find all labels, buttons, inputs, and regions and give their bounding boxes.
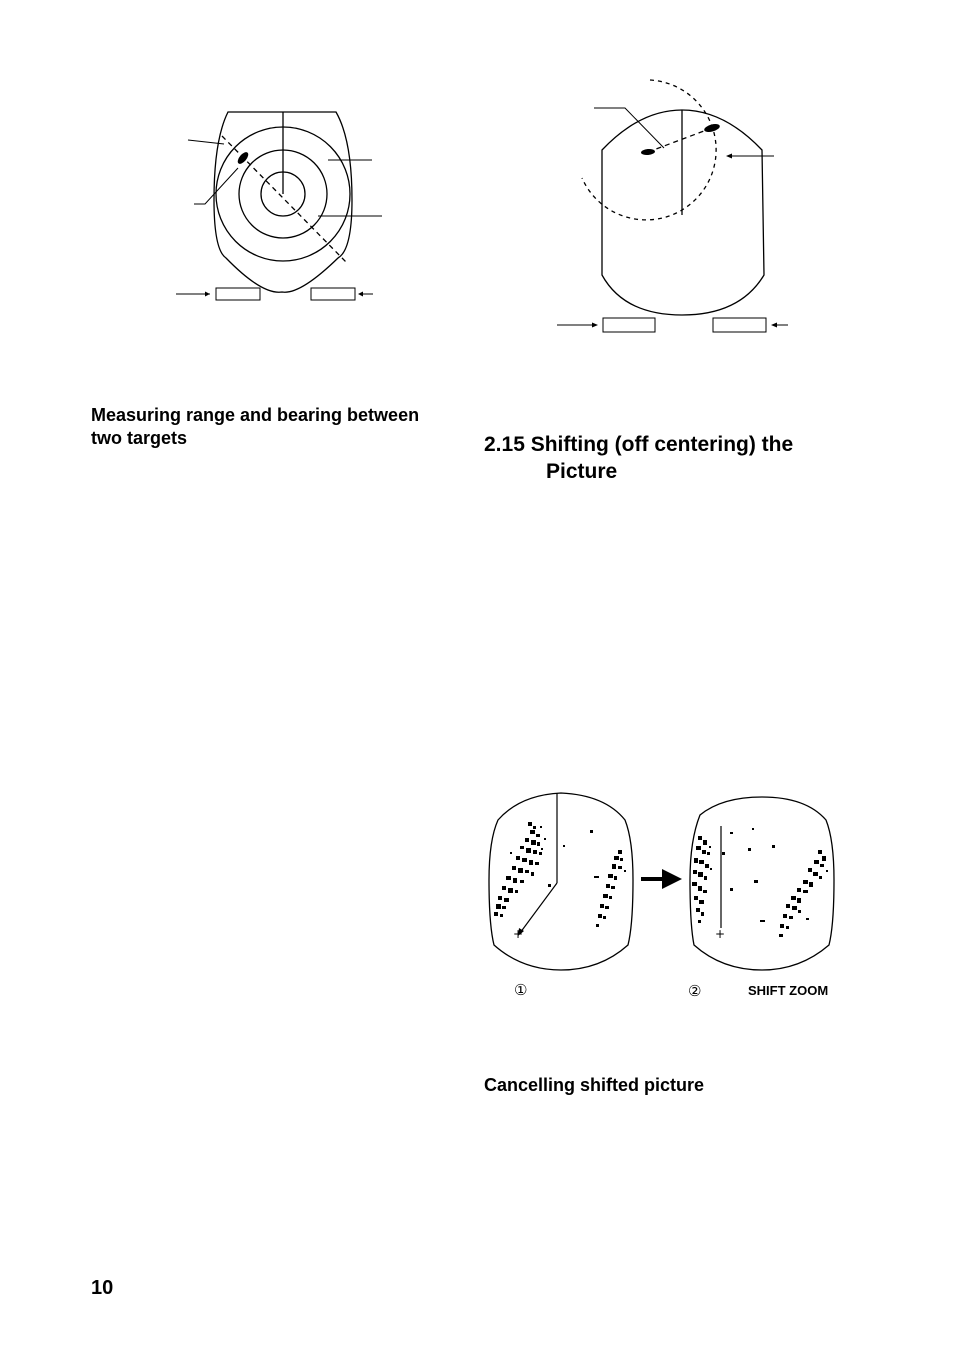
small-echoes [722,828,775,922]
section-title-line: Picture [546,460,618,483]
shift-vector [520,883,557,933]
subheading-line: two targets [91,428,188,448]
shift-zoom-label: SHIFT ZOOM [748,983,829,998]
sequence-arrow-head [662,869,682,889]
own-ship-cross: + [513,927,524,941]
radar-screen-1 [489,793,633,970]
own-ship-cross: + [715,927,726,941]
step-label-1: ① [514,981,528,999]
page-number: 10 [91,1277,114,1299]
subheading-line: Measuring range and bearing between [91,405,420,425]
subheading-cancelling: Cancelling shifted picture [484,1075,705,1095]
land-echo-cluster [563,830,626,927]
step-label-2: ② [688,982,702,1000]
land-echo-cluster [692,836,712,923]
land-echo-cluster [779,850,828,937]
section-title-line: 2.15 Shifting (off centering) the [484,433,794,456]
